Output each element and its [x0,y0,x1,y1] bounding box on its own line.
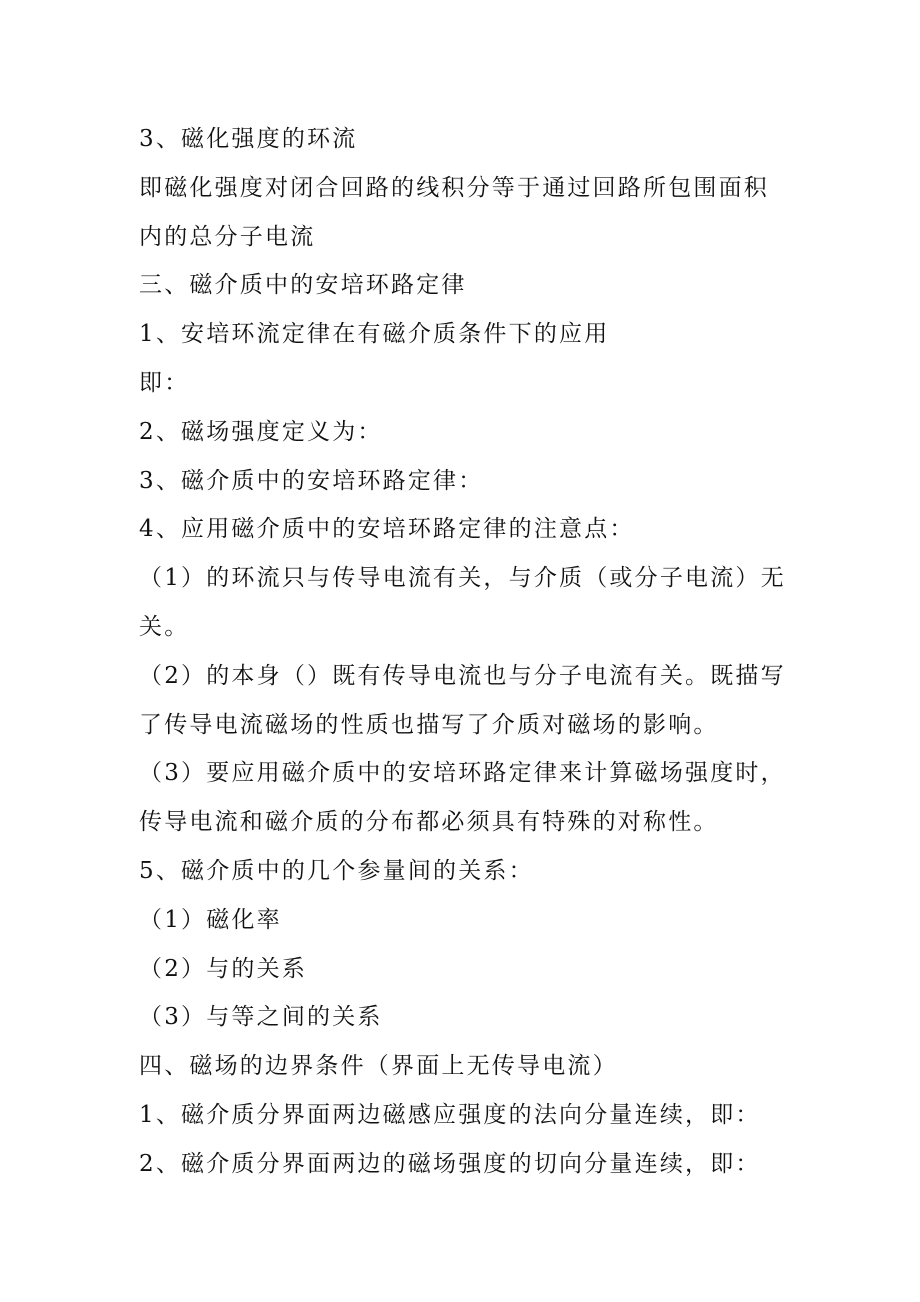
section-heading-4: 四、磁场的边界条件（界面上无传导电流） [139,1053,618,1080]
text-line-18: （2）与的关系 [139,955,308,982]
text-line-3: 内的总分子电流 [139,223,316,250]
text-line-2: 即磁化强度对闭合回路的线积分等于通过回路所包围面积 [139,174,769,201]
text-line-11: 关。 [139,613,190,640]
text-line-14: （3）要应用磁介质中的安培环路定律来计算磁场强度时， [139,760,786,787]
text-line-8: 3、磁介质中的安培环路定律： [139,467,484,494]
text-line-15: 传导电流和磁介质的分布都必须具有特殊的对称性。 [139,809,719,836]
text-line-21: 1、磁介质分界面两边磁感应强度的法向分量连续，即： [139,1101,761,1128]
text-line-9: 4、应用磁介质中的安培环路定律的注意点： [139,516,635,543]
text-line-16: 5、磁介质中的几个参量间的关系： [139,857,534,884]
section-heading-3: 三、磁介质中的安培环路定律 [139,272,467,299]
text-line-17: （1）磁化率 [139,906,282,933]
text-line-5: 1、安培环流定律在有磁介质条件下的应用 [139,321,610,348]
text-line-1: 3、磁化强度的环流 [139,126,358,152]
text-line-7: 2、磁场强度定义为： [139,418,383,445]
text-line-19: （3）与等之间的关系 [139,1004,383,1031]
document-body [139,115,789,1189]
text-line-12: （2）的本身（）既有传导电流也与分子电流有关。既描写 [139,662,786,689]
text-line-6: 即： [139,369,190,396]
text-line-13: 了传导电流磁场的性质也描写了介质对磁场的影响。 [139,711,719,738]
text-line-22: 2、磁介质分界面两边的磁场强度的切向分量连续，即： [139,1150,761,1177]
text-line-10: （1）的环流只与传导电流有关，与介质（或分子电流）无 [139,565,786,592]
